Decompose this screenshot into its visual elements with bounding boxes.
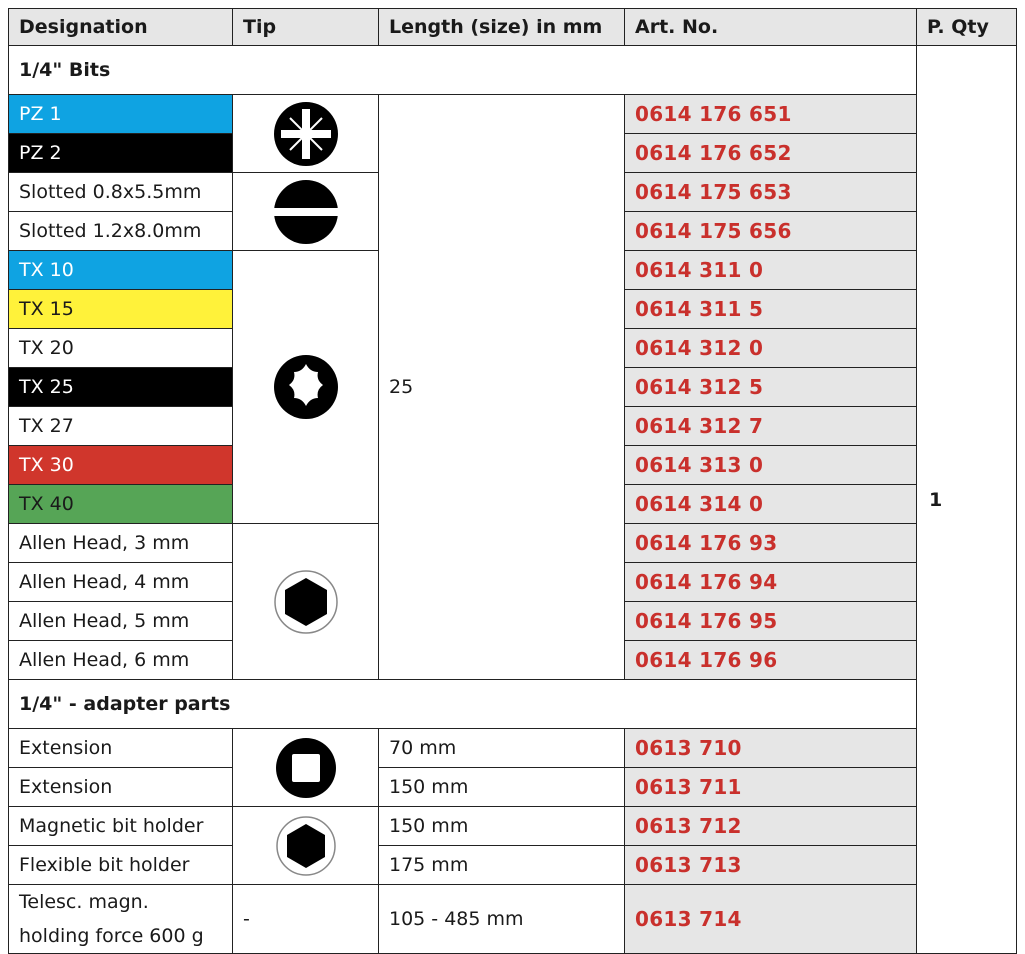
- art-no-cell: 0614 311 5: [625, 290, 917, 329]
- section-title-bits: 1/4" Bits: [9, 46, 917, 95]
- designation-cell: PZ 2: [9, 134, 233, 173]
- tip-cell: [233, 95, 379, 173]
- header-length: Length (size) in mm: [379, 9, 625, 46]
- designation-cell: TX 27: [9, 407, 233, 446]
- header-designation: Designation: [9, 9, 233, 46]
- designation-cell: Slotted 1.2x8.0mm: [9, 212, 233, 251]
- section-row-adapter: [9, 680, 1017, 729]
- tip-cell: [233, 524, 379, 680]
- pozidriv-icon: [273, 101, 339, 167]
- designation-cell: Extension: [9, 729, 233, 768]
- art-no-cell: 0614 312 7: [625, 407, 917, 446]
- designation-cell: Allen Head, 3 mm: [9, 524, 233, 563]
- art-no-cell: 0614 176 94: [625, 563, 917, 602]
- designation-cell: Flexible bit holder: [9, 846, 233, 885]
- tip-cell: [233, 729, 379, 807]
- designation-cell: Allen Head, 5 mm: [9, 602, 233, 641]
- tip-cell: [233, 251, 379, 524]
- art-no-cell: 0613 710: [625, 729, 917, 768]
- designation-cell: TX 30: [9, 446, 233, 485]
- designation-cell: TX 25: [9, 368, 233, 407]
- tip-cell-text: -: [233, 885, 379, 954]
- art-no-cell: 0613 711: [625, 768, 917, 807]
- tip-cell: [233, 807, 379, 885]
- square-drive-icon: [275, 737, 337, 799]
- table-row: [9, 95, 1017, 134]
- designation-cell: Slotted 0.8x5.5mm: [9, 173, 233, 212]
- designation-cell: Magnetic bit holder: [9, 807, 233, 846]
- torx-icon: [273, 354, 339, 420]
- bits-length-cell: 25: [379, 95, 625, 680]
- header-p-qty: P. Qty: [917, 9, 1017, 46]
- art-no-cell: 0614 176 651: [625, 95, 917, 134]
- table-row: [9, 885, 1017, 954]
- art-no-cell: 0614 311 0: [625, 251, 917, 290]
- designation-cell: Allen Head, 6 mm: [9, 641, 233, 680]
- designation-cell: PZ 1: [9, 95, 233, 134]
- art-no-cell: 0614 176 95: [625, 602, 917, 641]
- table-row: [9, 768, 1017, 807]
- section-title-adapter: 1/4" - adapter parts: [9, 680, 917, 729]
- length-cell: 150 mm: [379, 768, 625, 807]
- header-row: [9, 9, 1017, 46]
- length-cell: 70 mm: [379, 729, 625, 768]
- art-no-cell: 0614 176 93: [625, 524, 917, 563]
- length-cell: 105 - 485 mm: [379, 885, 625, 954]
- art-no-cell: 0613 712: [625, 807, 917, 846]
- designation-cell: TX 15: [9, 290, 233, 329]
- art-no-cell: 0614 175 653: [625, 173, 917, 212]
- table-row: [9, 807, 1017, 846]
- hex-icon: [273, 569, 339, 635]
- table-row: [9, 846, 1017, 885]
- art-no-cell: 0614 312 0: [625, 329, 917, 368]
- table-row: [9, 729, 1017, 768]
- art-no-cell: 0614 176 652: [625, 134, 917, 173]
- art-no-cell: 0614 312 5: [625, 368, 917, 407]
- art-no-cell: 0613 713: [625, 846, 917, 885]
- header-tip: Tip: [233, 9, 379, 46]
- art-no-cell: 0613 714: [625, 885, 917, 954]
- length-cell: 175 mm: [379, 846, 625, 885]
- designation-cell: TX 10: [9, 251, 233, 290]
- designation-cell: Extension: [9, 768, 233, 807]
- slotted-icon: [273, 179, 339, 245]
- header-art-no: Art. No.: [625, 9, 917, 46]
- art-no-cell: 0614 313 0: [625, 446, 917, 485]
- tip-cell: [233, 173, 379, 251]
- section-row-bits: [9, 46, 1017, 95]
- art-no-cell: 0614 314 0: [625, 485, 917, 524]
- hex-holder-icon: [275, 815, 337, 877]
- art-no-cell: 0614 176 96: [625, 641, 917, 680]
- product-table: [8, 8, 1017, 954]
- length-cell: 150 mm: [379, 807, 625, 846]
- art-no-cell: 0614 175 656: [625, 212, 917, 251]
- designation-cell: Allen Head, 4 mm: [9, 563, 233, 602]
- p-qty-cell: 1: [917, 46, 1017, 954]
- designation-cell: TX 20: [9, 329, 233, 368]
- designation-cell: TX 40: [9, 485, 233, 524]
- designation-cell: Telesc. magn. holding force 600 g: [9, 885, 233, 954]
